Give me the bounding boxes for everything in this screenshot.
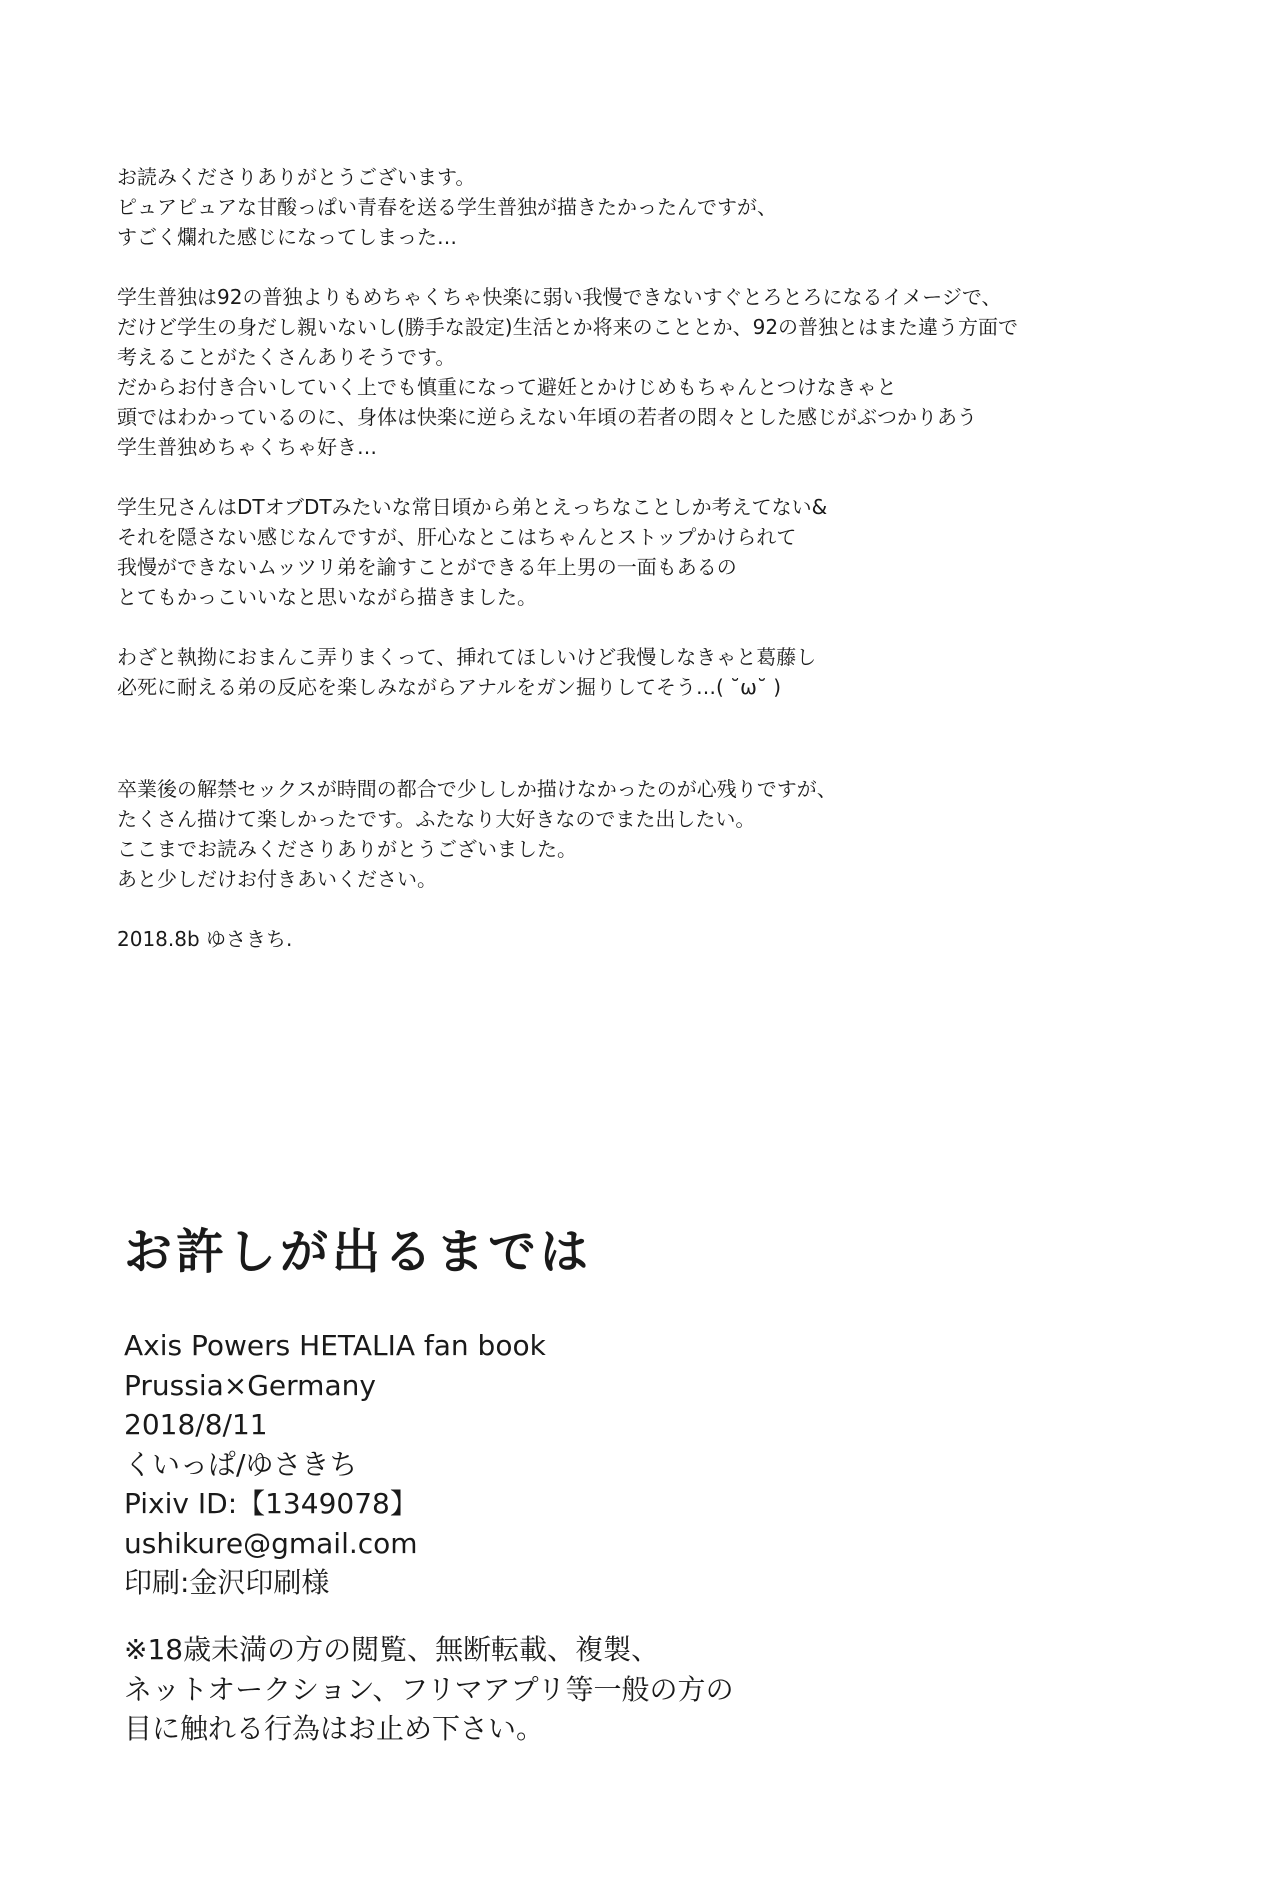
afterword-line: お読みくださりありがとうございます。 [117,165,476,189]
afterword-signature: 2018.8b ゆさきち. [117,927,293,951]
afterword-line: すごく爛れた感じになってしまった… [117,225,457,249]
notice-line: ネットオークション、フリマアプリ等一般の方の [124,1672,734,1706]
afterword-line: わざと執拗におまんこ弄りまくって、挿れてほしいけど我慢しなきゃと葛藤し [117,645,817,669]
afterword-line: だけど学生の身だし親いないし(勝手な設定)生活とか将来のこととか、92の普独とはまた違う方面で [117,315,1019,339]
age-notice [124,1630,734,1749]
afterword-line: ここまでお読みくださりありがとうございました。 [117,837,577,861]
colophon-pairing: Prussia×Germany [124,1368,376,1402]
afterword-line: それを隠さない感じなんですが、肝心なとこはちゃんとストップかけられて [117,525,797,549]
afterword-paragraph-2 [117,282,1197,462]
notice-line: 目に触れる行為はお止め下さい。 [124,1712,545,1745]
colophon [124,1326,546,1603]
afterword-paragraph-1 [117,162,1197,252]
afterword-line: 考えることがたくさんありそうです。 [117,345,456,369]
colophon-printer: 印刷:金沢印刷様 [124,1566,330,1599]
afterword-line: 我慢ができないムッツリ弟を諭すことができる年上男の一面もあるの [117,555,737,579]
afterword-line: 学生兄さんはDTオブDTみたいな常日頃から弟とえっちなことしか考えてない& [117,495,828,519]
colophon-date: 2018/8/11 [124,1408,268,1441]
afterword-paragraph-5 [117,774,1197,894]
afterword-line: 必死に耐える弟の反応を楽しみながらアナルをガン掘りしてそう…( ˘ω˘ ) [117,675,782,699]
afterword-line: ピュアピュアな甘酸っぱい青春を送る学生普独が描きたかったんですが、 [117,195,777,219]
afterword-paragraph-3 [117,492,1197,612]
afterword-line: あと少しだけお付きあいください。 [117,867,437,891]
colophon-pixiv-id: Pixiv ID:【1349078】 [124,1487,418,1520]
afterword-line: 学生普独は92の普独よりもめちゃくちゃ快楽に弱い我慢できないすぐとろとろになるイメージで、 [117,285,1002,309]
afterword [117,162,1197,954]
afterword-line: 頭ではわかっているのに、身体は快楽に逆らえない年頃の若者の悶々とした感じがぶつかりあう [117,405,977,429]
colophon-email: ushikure@gmail.com [124,1526,418,1560]
book-title: お許しが出るまでは [124,1224,593,1280]
afterword-line: 卒業後の解禁セックスが時間の都合で少ししか描けなかったのが心残りですが、 [117,777,837,801]
afterword-line: 学生普独めちゃくちゃ好き… [117,435,377,459]
afterword-line: とてもかっこいいなと思いながら描きました。 [117,585,537,609]
afterword-paragraph-4 [117,642,1197,702]
colophon-series: Axis Powers HETALIA fan book [124,1329,546,1362]
afterword-line: たくさん描けて楽しかったです。ふたなり大好きなのでまた出したい。 [117,807,756,831]
colophon-author: くいっぱ/ゆさきち [124,1447,358,1481]
afterword-line: だからお付き合いしていく上でも慎重になって避妊とかけじめもちゃんとつけなきゃと [117,375,897,399]
notice-line: ※18歳未満の方の閲覧、無断転載、複製、 [124,1633,660,1666]
